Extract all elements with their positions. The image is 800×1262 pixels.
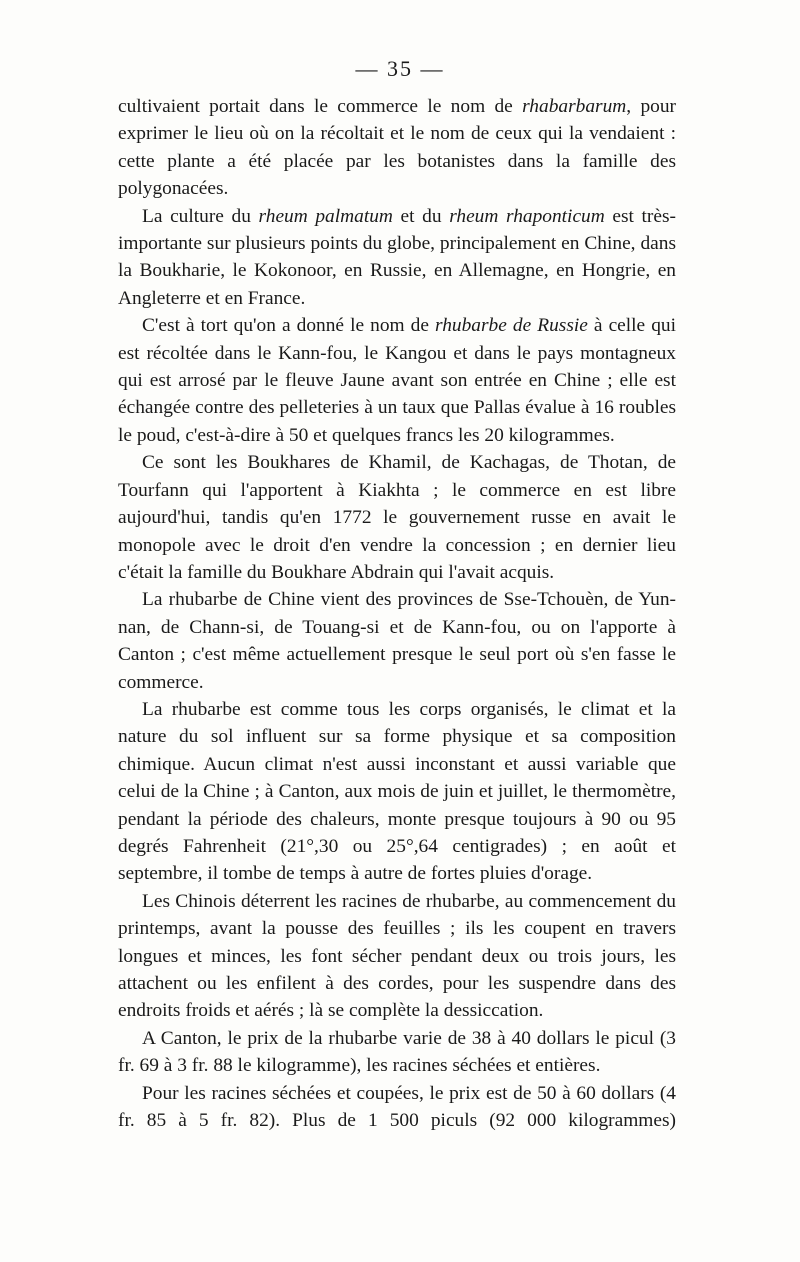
paragraph-4 xyxy=(118,449,676,586)
text-run: A Canton, le prix de la rhubarbe varie de 38 à 40 dollars le picul (3 fr. 69 à 3 fr. 88 le kilogramme), les racines séchées et entières. xyxy=(118,1027,676,1077)
text-run: est très-importante sur plusieurs points du globe, principalement en Chine, dans la Boukharie, le Kokonoor, en Russie, en Allemagne, en Hongrie, en Angleterre et en France. xyxy=(118,205,676,309)
text-run: La rhubarbe est comme tous les corps organisés, le climat et la nature du sol influent sur sa forme physique et sa composition chimique. Aucun climat n'est aussi inconstant et aussi variable que celui de la Chine ; à Canton, aux mois de juin et juillet, le thermomètre, pendant la période des chaleurs, monte presque toujours à 90 ou 95 degrés Fahrenheit (21°,30 ou 25°,64 centigrades) ; en août et septembre, il tombe de temps à autre de fortes pluies d'orage. xyxy=(118,698,676,885)
text-run: Les Chinois déterrent les racines de rhubarbe, au commencement du printemps, avant la pousse des feuilles ; ils les coupent en travers longues et minces, les font sécher pendant deux ou trois jours, les attachent ou les enfilent à des cordes, pour les suspendre dans des endroits froids et aérés ; là se complète la dessiccation. xyxy=(118,890,676,1022)
text-run: Pour les racines séchées et coupées, le prix est de 50 à 60 dollars (4 fr. 85 à 5 fr. 82). Plus de 1 500 piculs (92 000 kilogrammes) xyxy=(118,1082,676,1132)
text-run: Ce sont les Boukhares de Khamil, de Kachagas, de Thotan, de Tourfann qui l'apportent à Kiakhta ; le commerce en est libre aujourd'hui, tandis qu'en 1772 le gouvernement russe en avait le monopole avec le droit d'en vendre la concession ; en dernier lieu c'était la famille du Boukhare Abdrain qui l'avait acquis. xyxy=(118,452,676,583)
text-run: à celle qui est récoltée dans le Kann-fou, le Kangou et dans le pays montagneux qui est arrosé par le fleuve Jaune avant son entrée en Chine ; elle est échangée contre des pelleteries à un taux que Pallas évalue à 16 roubles le poud, c'est-à-dire à 50 et quelques francs les 20 kilogrammes. xyxy=(118,315,676,446)
text-run: , pour exprimer le lieu où on la récoltait et le nom de ceux qui la vendaient : cette plante a été placée par les botanistes dans la famille des polygonacées. xyxy=(118,96,676,200)
paragraph-3 xyxy=(118,312,676,449)
paragraph-9 xyxy=(118,1080,676,1135)
italic-term: rhubarbe de Russie xyxy=(435,315,588,337)
paragraph-7 xyxy=(118,888,676,1025)
paragraph-5 xyxy=(118,586,676,696)
page-number: — 35 — xyxy=(355,56,445,81)
paragraph-8 xyxy=(118,1025,676,1080)
text-run: et du xyxy=(392,205,450,227)
body-text xyxy=(118,93,676,1134)
paragraph-2 xyxy=(118,203,676,313)
text-run: cultivaient portait dans le commerce le nom de xyxy=(118,96,523,117)
italic-term: rheum rhaponticum xyxy=(449,205,605,227)
italic-term: rheum palmatum xyxy=(258,205,393,227)
text-run: La culture du xyxy=(142,205,259,227)
paragraph-6 xyxy=(118,696,676,888)
text-run: C'est à tort qu'on a donné le nom de xyxy=(142,315,435,337)
italic-term: rhabarbarum xyxy=(522,96,627,117)
text-run: La rhubarbe de Chine vient des provinces de Sse-Tchouèn, de Yun-nan, de Chann-si, de Touang-si et de Kann-fou, ou on l'apporte à Canton ; c'est même actuellement presque le seul port où s'en fasse le commerce. xyxy=(118,589,676,693)
paragraph-1 xyxy=(118,93,676,203)
